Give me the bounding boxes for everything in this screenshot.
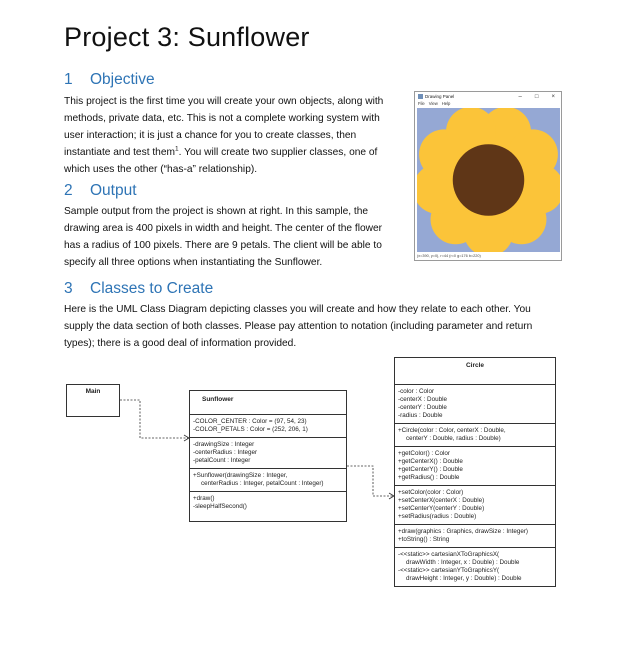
- field: -drawingSize : Integer: [193, 441, 255, 448]
- constructor: +Sunflower(drawingSize : Integer,: [193, 472, 288, 479]
- maximize-icon[interactable]: □: [534, 93, 539, 100]
- static-method-cont: drawWidth : Integer, x : Double) : Double: [406, 559, 520, 566]
- method: +getColor() : Color: [398, 450, 450, 457]
- uml-class-sunflower: [189, 390, 347, 522]
- static-method-cont: drawHeight : Integer, y : Double) : Double: [406, 575, 522, 582]
- method: +getCenterX() : Double: [398, 458, 463, 465]
- method: +draw(): [193, 495, 215, 502]
- method: +setRadius(radius : Double): [398, 513, 477, 520]
- method: +setCenterY(centerY : Double): [398, 505, 485, 512]
- field: -centerY : Double: [398, 404, 447, 411]
- section-title: Output: [90, 182, 137, 199]
- text-line: instantiate and test them$^1$. You will create two supplier classes, one of: [64, 145, 378, 158]
- constants-section: [190, 414, 346, 437]
- constructor: +Circle(color : Color, centerX : Double,: [398, 427, 506, 434]
- page-title: Project 3: Sunflower: [64, 22, 310, 52]
- text-line: has a radius of 100 pixels. There are 9 petals. The client will be able to: [64, 240, 382, 251]
- class-name: Circle: [465, 362, 485, 369]
- field: -centerRadius : Integer: [193, 449, 258, 456]
- section-number: 3: [64, 280, 73, 297]
- other-methods-section: [395, 524, 555, 547]
- text-line: user interaction; it is just a chance for you to create classes, then: [64, 130, 357, 141]
- section-number: 1: [64, 71, 73, 88]
- fields-section: [395, 384, 555, 423]
- text-line: supply the data section of both classes. Please pay attention to notation (including parameter and return: [64, 321, 533, 332]
- minimize-icon[interactable]: –: [518, 93, 522, 100]
- text-line: types); there is a good deal of information provided.: [64, 338, 297, 349]
- field: -petalCount : Integer: [193, 457, 251, 464]
- uml-class-main: [66, 384, 120, 417]
- footnote-mark: 1: [175, 145, 179, 153]
- getters-section: [395, 446, 555, 485]
- menu-file[interactable]: File: [418, 101, 425, 106]
- text-line: specify all three options when instantiating the Sunflower.: [64, 257, 323, 268]
- method: +draw(graphics : Graphics, drawSize : Integer): [398, 528, 529, 535]
- field: -radius : Double: [398, 412, 443, 419]
- constant: -COLOR_PETALS : Color = (252, 206, 1): [193, 426, 308, 433]
- constant: -COLOR_CENTER : Color = (97, 54, 23): [193, 418, 307, 425]
- method: +setColor(color : Color): [398, 489, 464, 496]
- constructor-section: [395, 423, 555, 446]
- dependency-sunflower-to-circle: [347, 466, 394, 496]
- field: -color : Color: [398, 388, 435, 395]
- method: -sleepHalfSecond(): [193, 503, 247, 510]
- status-bar: (x=390, y=0), r=44 (r=0 g=176 b=220): [417, 254, 481, 258]
- class-name: Sunflower: [202, 396, 234, 403]
- menu-help[interactable]: Help: [441, 101, 451, 106]
- text-line: which uses the other (“has-a” relationship).: [64, 164, 258, 175]
- field: -centerX : Double: [398, 396, 448, 403]
- close-icon[interactable]: ×: [551, 93, 555, 100]
- static-methods-section: [395, 547, 555, 586]
- constructor-section: [190, 468, 346, 491]
- class-name: Main: [85, 388, 101, 395]
- constructor-cont: centerRadius : Integer, petalCount : Integer): [201, 480, 324, 487]
- section-title: Objective: [90, 71, 155, 88]
- method: +setCenterX(centerX : Double): [398, 497, 485, 504]
- text-line: methods, private data, etc. This is not a complete working system with: [64, 113, 380, 124]
- section-number: 2: [64, 182, 73, 199]
- dependency-main-to-sunflower: [120, 400, 189, 438]
- constructor-cont: centerY : Double, radius : Double): [406, 435, 501, 442]
- fields-section: [190, 437, 346, 468]
- method: +getCenterY() : Double: [398, 466, 463, 473]
- method: +getRadius() : Double: [398, 474, 460, 481]
- text-line: Here is the UML Class Diagram depicting classes you will create and how they relate to each other. You: [64, 304, 531, 315]
- text-line: This project is the first time you will create your own objects, along with: [64, 96, 384, 107]
- static-method: -<<static>> cartesianYToGraphicsY(: [398, 567, 500, 574]
- menu-view[interactable]: View: [428, 101, 438, 106]
- method: +toString() : String: [398, 536, 450, 543]
- text-line: Sample output from the project is shown at right. In this sample, the: [64, 206, 369, 217]
- methods-section: [190, 491, 346, 521]
- static-method: -<<static>> cartesianXToGraphicsX(: [398, 551, 500, 558]
- uml-class-circle: [394, 357, 556, 587]
- section-title: Classes to Create: [90, 280, 214, 297]
- window-title: Drawing Panel: [425, 94, 455, 99]
- setters-section: [395, 485, 555, 524]
- text-line: drawing area is 400 pixels in width and height. The center of the flower: [64, 223, 383, 234]
